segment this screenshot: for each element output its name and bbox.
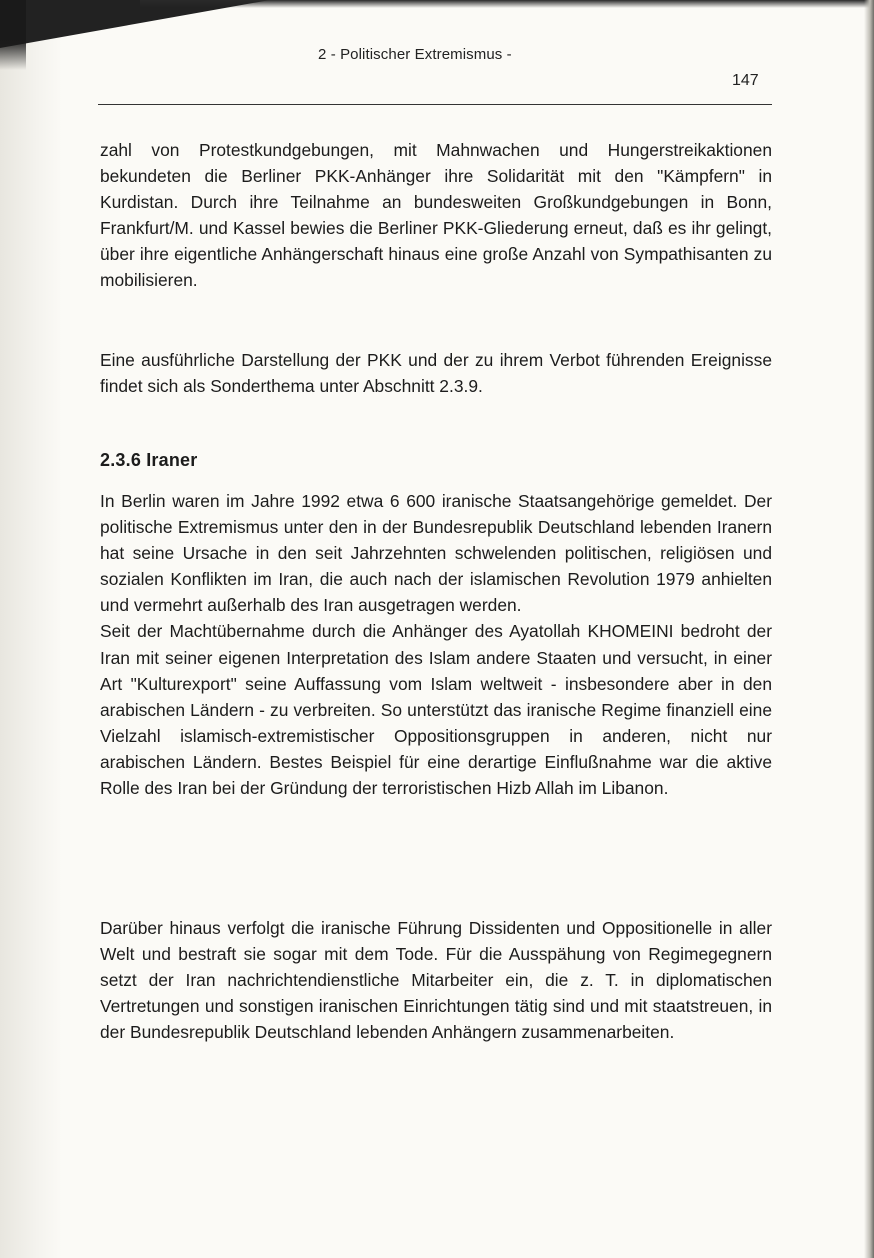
scan-shadow-left	[0, 0, 62, 1258]
header-rule	[98, 104, 772, 105]
paragraph-pkk-protests: zahl von Protestkundgebungen, mit Mahnwachen und Hungerstreikaktionen bekundeten die Berliner PKK-Anhänger ihre Solidarität mit den "Kämpfern" in Kurdistan. Durch ihre Teilnahme an bundesweiten Großkundgebungen in Bonn, Frankfurt/M. und Kassel bewies die Berliner PKK-Gliederung erneut, daß es ihr gelingt, über ihre eigentliche Anhängerschaft hinaus eine große Anzahl von Sympathisanten zu mobilisieren.	[100, 140, 772, 291]
running-header: 2 - Politischer Extremismus -	[318, 46, 512, 63]
scan-corner-shadow-left	[0, 0, 26, 70]
section-heading: 2.3.6 Iraner	[100, 450, 198, 470]
scan-top-edge	[140, 0, 874, 8]
paragraph-pkk-reference: Eine ausführliche Darstellung der PKK und der zu ihrem Verbot führenden Ereignisse findet sich als Sonderthema unter Abschnitt 2.3.9.	[100, 350, 772, 397]
scan-shadow-right	[864, 0, 874, 1258]
paragraph-dissidenten: Darüber hinaus verfolgt die iranische Führung Dissidenten und Oppositionelle in aller Welt und bestraft sie sogar mit dem Tode. Für die Ausspähung von Regimegegnern setzt der Iran nachrichtendienstliche Mitarbeiter ein, die z. T. in diplomatischen Vertretungen und sonstigen iranischen Einrichtungen tätig sind und mit staatstreuen, in der Bundesrepublik Deutschland lebenden Anhängern zusammenarbeiten.	[100, 918, 772, 1043]
paragraph-iraner: In Berlin waren im Jahre 1992 etwa 6 600 iranische Staatsangehörige gemeldet. Der politische Extremismus unter den in der Bundesrepublik Deutschland lebenden Iranern hat seine Ursache in den seit Jahrzehnten schwelenden politischen, religiösen und sozialen Konflikten im Iran, die auch nach der islamischen Revolution 1979 anhielten und vermehrt außerhalb des Iran ausgetragen werden. Seit der Machtübernahme durch die Anhänger des Ayatollah KHOMEINI bedroht der Iran mit seiner eigenen Interpretation des Islam andere Staaten und versucht, in einer Art "Kulturexport" seine Auffassung vom Islam weltweit - insbesondere aber in den arabischen Ländern - zu verbreiten. So unterstützt das iranische Regime finanziell eine Vielzahl islamisch-extremistischer Oppositionsgruppen in anderen, nicht nur arabischen Ländern. Bestes Beispiel für eine derartige Einflußnahme war die aktive Rolle des Iran bei der Gründung der terroristischen Hizb Allah im Libanon.	[100, 491, 772, 799]
page-number: 147	[732, 72, 759, 89]
